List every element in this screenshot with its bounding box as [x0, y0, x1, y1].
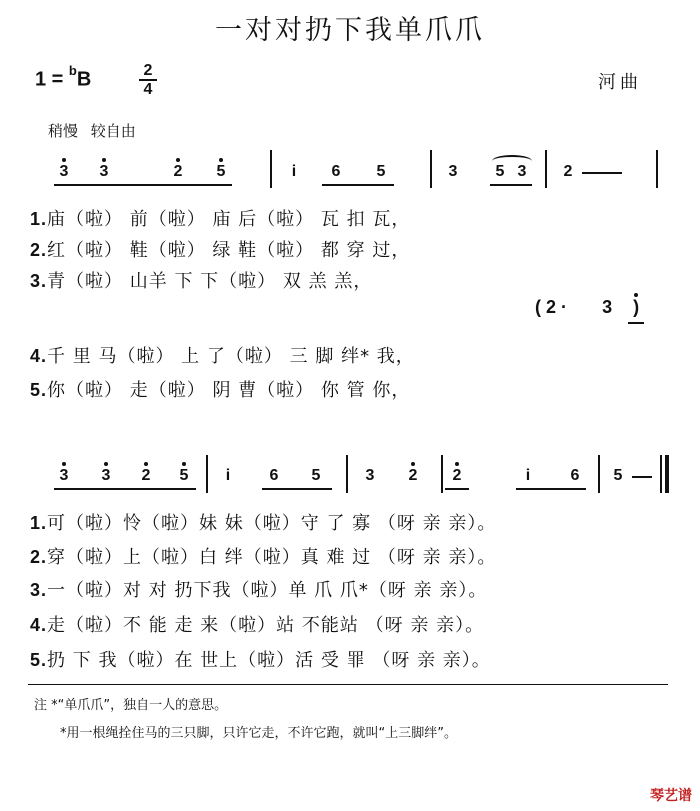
lyric-text: 一（啦）对 对 扔下我（啦）单 爪 爪*（呀 亲 亲）。	[47, 580, 488, 601]
time-bottom: 4	[139, 79, 157, 98]
lyric-text: 庙（啦） 前（啦） 庙 后（啦） 瓦 扣 瓦，	[47, 209, 411, 230]
dot-above	[634, 293, 638, 297]
note: 2	[563, 163, 573, 180]
beam	[54, 488, 196, 490]
time-signature	[139, 62, 157, 98]
note: 5	[311, 467, 321, 484]
note: 2	[173, 163, 183, 180]
key-note: B	[76, 68, 92, 91]
bridge-note: 2	[546, 297, 557, 317]
lyric-text: 千 里 马（啦） 上 了（啦） 三 脚 绊* 我，	[47, 346, 415, 367]
beam	[54, 184, 232, 186]
lyric-text: 走（啦）不 能 走 来（啦）站 不能站 （呀 亲 亲）。	[47, 615, 485, 636]
beam	[262, 488, 332, 490]
verse-number: 5.	[30, 380, 48, 400]
bridge-notation	[535, 297, 639, 318]
footnote-divider	[28, 684, 668, 685]
song-title: 一对对扔下我单爪爪	[215, 15, 485, 46]
sustain-dash	[582, 172, 622, 174]
bar-line	[545, 150, 547, 188]
verse-number: 1.	[30, 513, 48, 533]
dot-above	[411, 462, 415, 466]
bar-line	[441, 455, 443, 493]
bar-line	[430, 150, 432, 188]
dot-above	[219, 158, 223, 162]
verse-number: 3.	[30, 271, 48, 291]
lyric-text: 穿（啦）上（啦）白 绊（啦）真 难 过 （呀 亲 亲）。	[47, 547, 497, 568]
note: 2	[452, 467, 462, 484]
beam	[322, 184, 394, 186]
beam	[445, 488, 469, 490]
note: 3	[517, 163, 527, 180]
sustain-dash	[632, 476, 652, 478]
dot-above	[144, 462, 148, 466]
watermark-logo: 琴艺谱	[650, 788, 692, 804]
beam	[516, 488, 586, 490]
dot-above	[102, 158, 106, 162]
lyric-line	[30, 342, 415, 368]
lyric-line	[30, 267, 372, 293]
note: 6	[331, 163, 341, 180]
note: 3	[59, 467, 69, 484]
bridge-close: )	[633, 297, 640, 317]
bar-line	[206, 455, 208, 493]
time-top: 2	[143, 62, 153, 79]
dot-above	[62, 462, 66, 466]
bar-line	[346, 455, 348, 493]
lyric-line	[30, 509, 496, 535]
lyric-line	[30, 646, 491, 672]
lyric-line	[30, 205, 410, 231]
beam	[490, 184, 532, 186]
lyric-text: 你（啦） 走（啦） 阴 曹（啦） 你 管 你，	[47, 380, 411, 401]
slur	[492, 155, 532, 167]
note: 5	[613, 467, 623, 484]
note: 5	[179, 467, 189, 484]
lyric-text: 扔 下 我（啦）在 世上（啦）活 受 罪 （呀 亲 亲）。	[47, 650, 491, 671]
lyric-line	[30, 611, 484, 637]
note: 2	[408, 467, 418, 484]
bridge-dot: ·	[561, 297, 568, 317]
flat-sign: b	[68, 63, 77, 78]
bar-line	[660, 455, 662, 493]
note: 6	[269, 467, 279, 484]
dot-above	[182, 462, 186, 466]
final-bar-line	[665, 455, 669, 493]
note: 5	[376, 163, 386, 180]
note: 3	[448, 163, 458, 180]
verse-number: 2.	[30, 547, 48, 567]
lyric-line	[30, 576, 487, 602]
lyric-text: 红（啦） 鞋（啦） 绿 鞋（啦） 都 穿 过，	[47, 240, 411, 261]
bar-line	[270, 150, 272, 188]
bar-line	[598, 455, 600, 493]
verse-number: 1.	[30, 209, 48, 229]
dot-above	[176, 158, 180, 162]
lyric-text: 可（啦）怜（啦）妹 妹（啦）守 了 寡 （呀 亲 亲）。	[47, 513, 497, 534]
region-label: 河曲	[598, 72, 642, 93]
footnote: *用一根绳拴住马的三只脚，只许它走，不许它跑，就叫“上三脚绊”。	[60, 726, 457, 741]
key-prefix: 1 =	[35, 68, 64, 91]
verse-number: 4.	[30, 615, 48, 635]
lyric-text: 青（啦） 山羊 下 下（啦） 双 羔 羔，	[47, 271, 373, 292]
lyric-line	[30, 543, 496, 569]
dot-above	[455, 462, 459, 466]
note: 5	[495, 163, 505, 180]
verse-number: 2.	[30, 240, 48, 260]
note: 3	[365, 467, 375, 484]
key-signature	[35, 63, 92, 92]
dot-above	[104, 462, 108, 466]
bridge-note: 3	[602, 297, 613, 317]
note: 2	[141, 467, 151, 484]
verse-number: 4.	[30, 346, 48, 366]
note: i	[525, 467, 531, 484]
note: i	[291, 163, 297, 180]
note: 6	[570, 467, 580, 484]
beam	[628, 322, 644, 324]
lyric-line	[30, 376, 410, 402]
verse-number: 3.	[30, 580, 48, 600]
verse-number: 5.	[30, 650, 48, 670]
note: 5	[216, 163, 226, 180]
bridge-open: (	[535, 297, 541, 317]
note: 3	[99, 163, 109, 180]
bar-line	[656, 150, 658, 188]
dot-above	[62, 158, 66, 162]
lyric-line	[30, 236, 410, 262]
note: i	[225, 467, 231, 484]
tempo-marking: 稍慢 较自由	[48, 122, 136, 140]
note: 3	[59, 163, 69, 180]
footnote: 注 *“单爪爪”，独自一人的意思。	[34, 698, 228, 713]
note: 3	[101, 467, 111, 484]
